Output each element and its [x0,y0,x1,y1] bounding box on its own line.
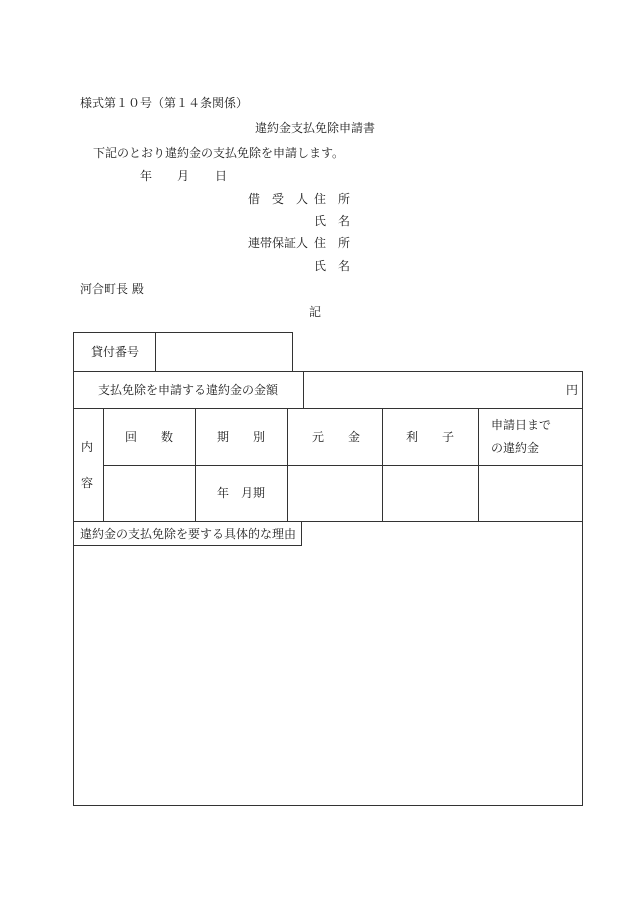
borrower-name-label: 氏 名 [314,214,351,228]
col-principal: 元 金 [312,430,361,444]
amount-label: 支払免除を申請する違約金の金額 [98,383,279,397]
period-value: 年 月期 [217,486,266,500]
borrower-address-label: 住 所 [314,192,351,206]
col-interest: 利 子 [406,430,455,444]
col-penalty-line1: 申請日まで [491,418,552,432]
borrower-label: 借 受 人 [248,192,309,206]
reason-label: 違約金の支払免除を要する具体的な理由 [80,527,297,541]
contents-label-1: 内 [81,440,94,454]
date-day: 日 [215,169,228,183]
addressee: 河合町長 殿 [80,282,144,296]
guarantor-address-label: 住 所 [314,236,351,250]
intro-text: 下記のとおり違約金の支払免除を申請します。 [93,146,345,160]
amount-unit: 円 [566,383,579,397]
guarantor-name-label: 氏 名 [314,259,351,273]
contents-label-2: 容 [81,476,94,490]
date-year: 年 [140,169,153,183]
ki-mark: 記 [309,305,322,319]
col-count: 回 数 [125,430,174,444]
form-number: 様式第１０号（第１４条関係） [80,96,249,110]
loan-number-label: 貸付番号 [91,345,140,359]
document-title: 違約金支払免除申請書 [255,121,376,135]
col-penalty-line2: の違約金 [491,441,540,455]
guarantor-label: 連帯保証人 [248,236,309,250]
date-month: 月 [177,169,190,183]
col-period: 期 別 [217,430,266,444]
